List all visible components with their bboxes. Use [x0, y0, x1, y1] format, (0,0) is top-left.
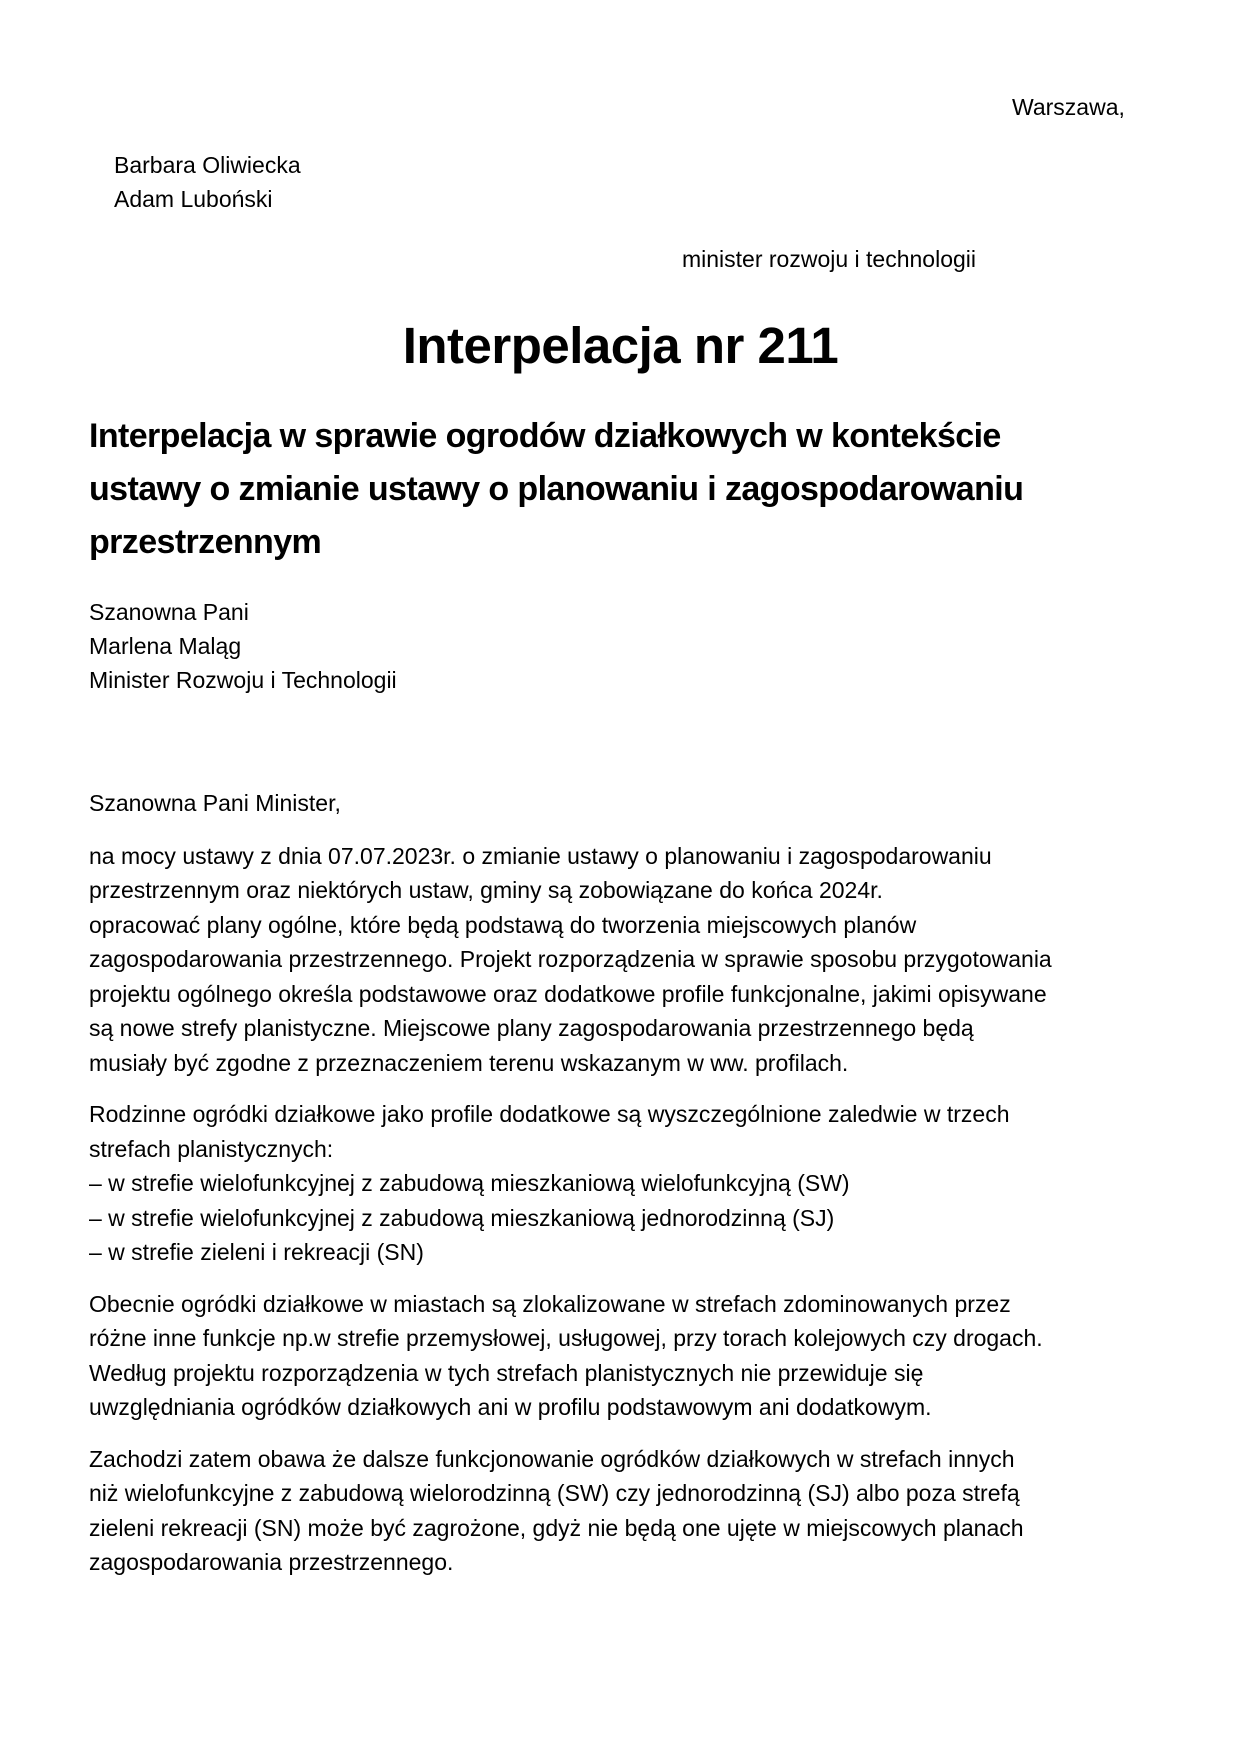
- text-line: projektu ogólnego określa podstawowe oraz dodatkowe profile funkcjonalne, jakimi opisywane: [89, 980, 1047, 1007]
- text-line: Według projektu rozporządzenia w tych strefach planistycznych nie przewiduje się: [89, 1359, 924, 1386]
- text-line: Rodzinne ogródki działkowe jako profile dodatkowe są wyszczególnione zaledwie w trzech: [89, 1101, 1010, 1127]
- text-line: zagospodarowania przestrzennego.: [89, 1549, 454, 1575]
- subject-line: przestrzennym: [89, 523, 322, 561]
- text-line: na mocy ustawy z dnia 07.07.2023r. o zmianie ustawy o planowaniu i zagospodarowaniu: [89, 842, 992, 869]
- list-item: – w strefie wielofunkcyjnej z zabudową mieszkaniową wielofunkcyjną (SW): [89, 1170, 850, 1196]
- text-line: są nowe strefy planistyczne. Miejscowe plany zagospodarowania przestrzennego będą: [89, 1015, 974, 1041]
- subject-line: ustawy o zmianie ustawy o planowaniu i zagospodarowaniu: [89, 470, 1024, 508]
- text-line: różne inne funkcje np.w strefie przemysłowej, usługowej, przy torach kolejowych czy drogach.: [89, 1325, 1043, 1351]
- paragraph: [89, 839, 1159, 1081]
- paragraph: [89, 1287, 1159, 1425]
- place-line: Warszawa,: [1012, 94, 1125, 120]
- text-line: zieleni rekreacji (SN) może być zagrożone, gdyż nie będą one ujęte w miejscowych planach: [89, 1514, 1024, 1541]
- recipient-line: Marlena Maląg: [89, 633, 242, 659]
- text-line: opracować plany ogólne, które będą podstawą do tworzenia miejscowych planów: [89, 911, 917, 938]
- document-subject: [89, 410, 1179, 569]
- authors-block: [114, 148, 301, 216]
- subject-line: Interpelacja w sprawie ogrodów działkowych w kontekście: [89, 417, 1001, 455]
- text-line: Zachodzi zatem obawa że dalsze funkcjonowanie ogródków działkowych w strefach innych: [89, 1445, 1015, 1472]
- salutation: Szanowna Pani Minister,: [89, 790, 341, 816]
- recipient-line: Minister Rozwoju i Technologii: [89, 667, 397, 693]
- text-line: strefach planistycznych:: [89, 1135, 334, 1162]
- paragraph: [89, 1442, 1159, 1580]
- author-name: Adam Luboński: [114, 186, 273, 212]
- text-line: uwzględniania ogródków działkowych ani w profilu podstawowym ani dodatkowym.: [89, 1394, 932, 1420]
- text-line: niż wielofunkcyjne z zabudową wielorodzinną (SW) czy jednorodzinną (SJ) albo poza strefą: [89, 1480, 1020, 1506]
- list-item: – w strefie zieleni i rekreacji (SN): [89, 1239, 424, 1265]
- recipient-block: [89, 595, 397, 697]
- text-line: Obecnie ogródki działkowe w miastach są zlokalizowane w strefach zdominowanych przez: [89, 1290, 1011, 1317]
- list-item: – w strefie wielofunkcyjnej z zabudową mieszkaniową jednorodzinną (SJ): [89, 1204, 835, 1231]
- addressee-line: minister rozwoju i technologii: [682, 246, 977, 272]
- author-name: Barbara Oliwiecka: [114, 152, 301, 178]
- document-title: Interpelacja nr 211: [402, 317, 839, 374]
- recipient-line: Szanowna Pani: [89, 599, 249, 625]
- text-line: przestrzennym oraz niektórych ustaw, gminy są zobowiązane do końca 2024r.: [89, 877, 883, 903]
- paragraph: [89, 1097, 1159, 1270]
- text-line: musiały być zgodne z przeznaczeniem terenu wskazanym w ww. profilach.: [89, 1049, 849, 1076]
- text-line: zagospodarowania przestrzennego. Projekt rozporządzenia w sprawie sposobu przygotowania: [89, 946, 1052, 972]
- letter-body: [89, 786, 1159, 1597]
